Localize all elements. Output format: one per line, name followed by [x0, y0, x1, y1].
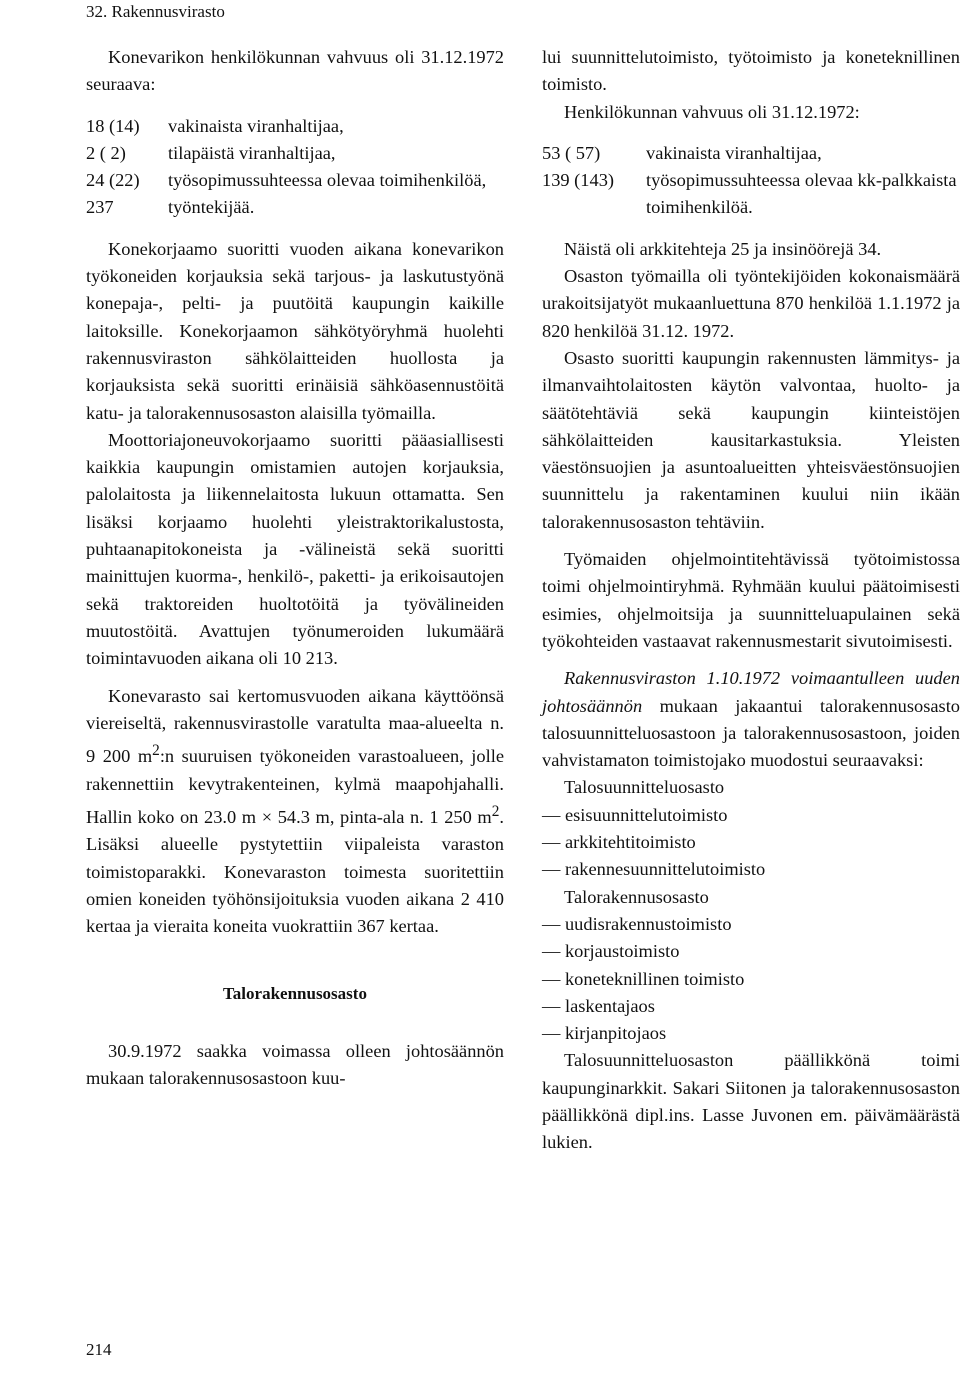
staff-count: 24 (22) [86, 170, 140, 191]
text-run: mukaan jakaantui talorakennusosasto talosuunnitteluosastoon ja talorakennusosastoon, joiden vahvistamaton toimistojako muodostui seuraavaksi: [542, 695, 960, 771]
text-run: . Lisäksi alueelle pystytettiin viipaleista varaston toimistoparakki. Konevaraston toimesta suoritettiin omien koneiden työhönsijoituksia vuoden aikana 2 410 kertaa ja vieraita koneita vuokrattiin 367 kertaa. [86, 806, 504, 937]
org-item: — rakennesuunnittelutoimisto [542, 859, 766, 880]
org-item: — koneteknillinen toimisto [542, 968, 745, 989]
org-item: — kirjanpitojaos [542, 1023, 667, 1044]
staff-row [542, 140, 960, 167]
staff-desc: työsopimussuhteessa olevaa toimihenkilöä, [168, 170, 487, 191]
leadership-paragraph: Talosuunnitteluosaston päällikkönä toimi kaupunginarkkit. Sakari Siitonen ja talorakennusosaston päällikkönä dipl.ins. Lasse Juvonen em. päivämäärästä lukien. [542, 1050, 960, 1153]
workforce-paragraph: Osaston työmailla oli työntekijöiden kokonaismäärä urakoitsijatyöt mukaanluettuna 870 henkilöä 1.1.1972 ja 820 henkilöä 31.12. 1972. [542, 266, 960, 341]
staff-count: 53 ( 57) [542, 142, 601, 163]
duties-paragraph: Osasto suoritti kaupungin rakennusten lämmitys- ja ilmanvaihtolaitosten käytön valvontaa, huolto- ja säätötehtäviä sekä kaupungin kiinteistöjen sähkölaitteiden kausitarkastuksia. Yleisten väestönsuojien ja asuntoalueitten yhteisväestönsuojien suunnittelu ja rakentaminen kuului niin ikään talorakennusosaston tehtäviin. [542, 347, 960, 532]
org-item: — esisuunnittelutoimisto [542, 804, 728, 825]
staff-count: 18 (14) [86, 115, 140, 136]
konevarasto-paragraph [86, 683, 504, 941]
org-item: — laskentajaos [542, 995, 655, 1016]
superscript: 2 [152, 742, 160, 760]
reorganisation-paragraph [542, 665, 960, 774]
staff-row [86, 140, 504, 167]
staff-row [86, 167, 504, 194]
left-column [86, 44, 504, 1092]
running-header: 32. Rakennusvirasto [86, 2, 225, 21]
staff-count: 139 (143) [542, 170, 615, 191]
section-heading: Talorakennusosasto [223, 984, 367, 1004]
staff-desc: vakinaista viranhaltijaa, [646, 142, 822, 163]
staff-intro: Konevarikon henkilökunnan vahvuus oli 31.12.1972 seuraava: [86, 47, 504, 95]
org-item: — arkkitehtitoimisto [542, 832, 696, 853]
staff-count: 237 [86, 197, 114, 218]
staff-list [542, 140, 960, 222]
staff-desc: työntekijää. [168, 197, 255, 218]
staff-desc: tilapäistä viranhaltijaa, [168, 142, 336, 163]
staff-desc: työsopimussuhteessa olevaa kk-palkkaista toimihenkilöä. [646, 170, 957, 218]
org-list [542, 802, 960, 884]
italic-run: Rakennusviraston 1.10.1972 voimaantulleen uuden johtosäännön [542, 668, 960, 716]
staff-row [86, 113, 504, 140]
superscript: 2 [491, 802, 500, 820]
staff-count: 2 ( 2) [86, 142, 126, 163]
programming-paragraph: Työmaiden ohjelmointitehtävissä työtoimistossa toimi ohjelmointiryhmä. Ryhmään kuului päätoimisesti esimies, ohjelmoitsija ja suunnitteluapulainen sekä työkohteiden vastaavat rakennusmestarit sivutoimisesti. [542, 549, 960, 651]
johtosaanto-paragraph: 30.9.1972 saakka voimassa olleen johtosäännön mukaan talorakennusosastoon kuu- [86, 1040, 504, 1089]
konekorjaamo-paragraph: Konekorjaamo suoritti vuoden aikana konevarikon työkoneiden korjauksia sekä tarjous- ja laskutustyönä konepaja-, pelti- ja puutöitä kaupungin kaikille laitoksille. Konekorjaamon sähkötyöryhmä huolehti rakennusviraston sähkölaitteiden huollosta ja korjauksista sekä suoritti erinäisiä sähköasennustöitä katu- ja talorakennusosaston alaisilla työmailla. [86, 238, 504, 423]
continuation-paragraph: lui suunnittelutoimisto, työtoimisto ja koneteknillinen toimisto. [542, 47, 960, 95]
staff-row [86, 194, 504, 221]
staff-row [542, 167, 960, 222]
staff-desc: vakinaista viranhaltijaa, [168, 115, 344, 136]
org-title: Talosuunnitteluosasto [564, 777, 725, 798]
org-list [542, 911, 960, 1047]
org-title: Talorakennusosasto [564, 886, 709, 907]
text-run: Konevarasto sai kertomusvuoden aikana käyttöönsä viereiseltä, rakennusvirastolle varatulta maa-alueelta n. 9 200 m [86, 685, 504, 767]
org-item: — uudisrakennustoimisto [542, 913, 732, 934]
text-run: :n suuruisen työkoneiden varastoalueen, jolle rakennettiin kevytrakenteinen, kylmä maapohjahalli. Hallin koko on 23.0 m × 54.3 m, pinta-ala n. 1 250 m [86, 746, 504, 827]
page-number: 214 [86, 1340, 112, 1359]
staff-heading: Henkilökunnan vahvuus oli 31.12.1972: [564, 101, 860, 122]
architects-paragraph: Näistä oli arkkitehteja 25 ja insinöörejä 34. [564, 238, 882, 259]
staff-list [86, 113, 504, 222]
org-item: — korjaustoimisto [542, 941, 680, 962]
right-column [542, 44, 960, 1157]
moottoriajoneuvo-paragraph: Moottoriajoneuvokorjaamo suoritti pääasiallisesti kaikkia kaupungin omistamien autojen korjauksia, palolaitosta ja liikennelaitosta lukuun ottamatta. Sen lisäksi korjaamo huolehti yleistraktorikalustosta, puhtaanapitokoneista ja -välineistä sekä suoritti mainittujen kuorma-, henkilö-, paketti- ja erikoisautojen sekä traktoreiden huoltotöitä ja työvälineiden muutostöitä. Avattujen työnumeroiden lukumäärä toimintavuoden aikana oli 10 213. [86, 429, 504, 669]
